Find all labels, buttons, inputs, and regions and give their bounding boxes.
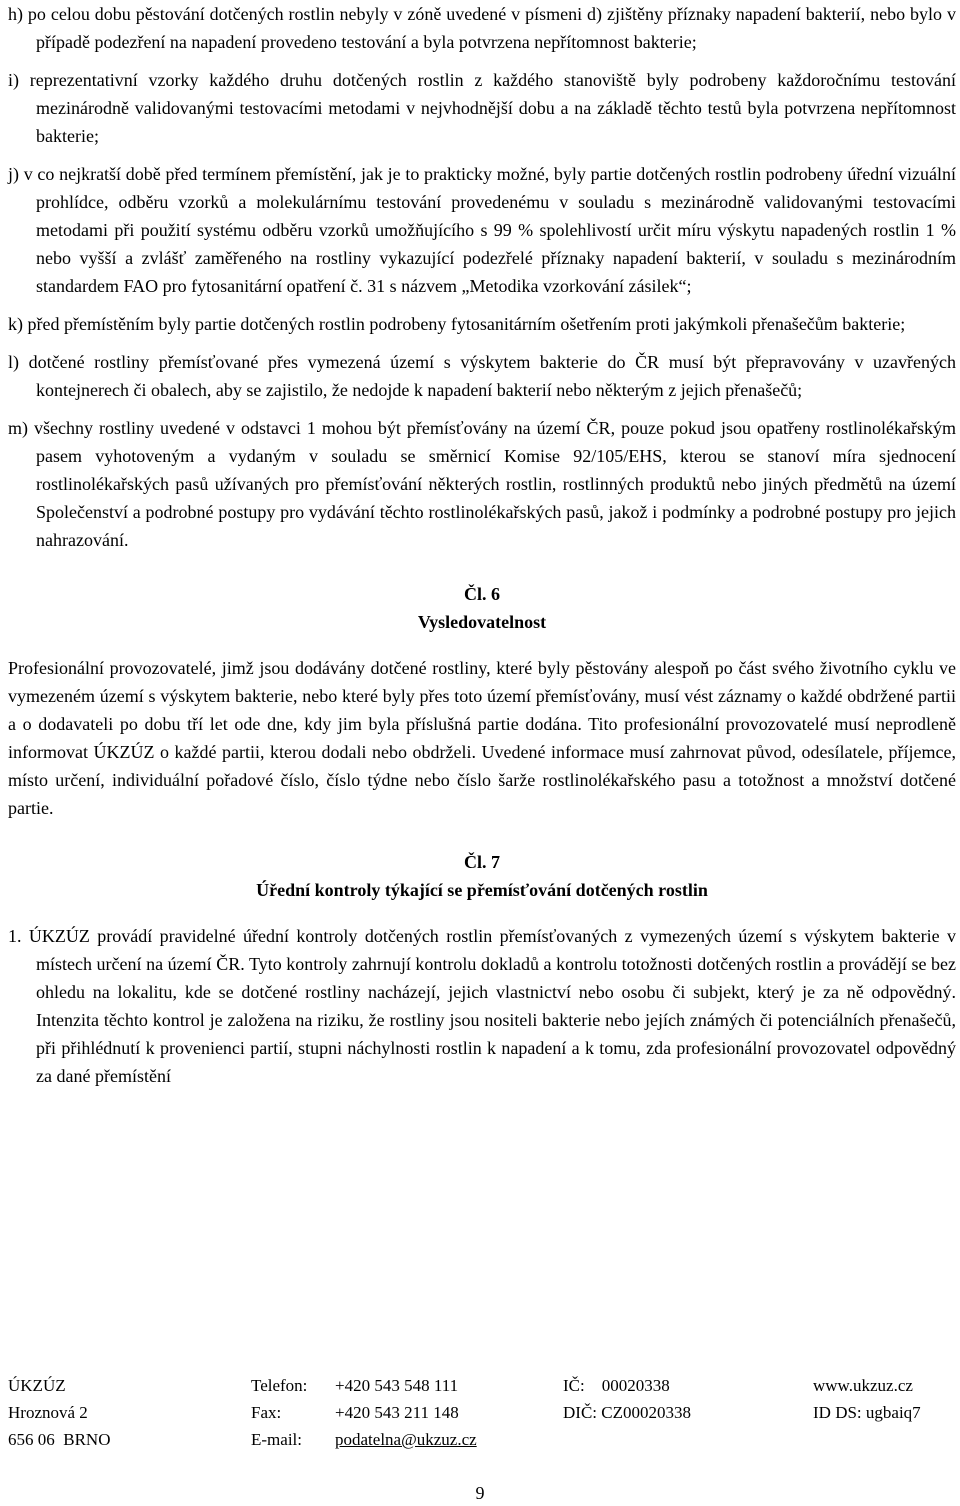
list-item-h: h) po celou dobu pěstování dotčených rostlin nebyly v zóně uvedené v písmeni d) zjištěny příznaky napadení bakterií, nebo bylo v případě podezření na napadení provedeno testování a byla potvrzena nepřítomnost bakterie; [8, 4, 956, 52]
email-link[interactable]: podatelna@ukzuz.cz [335, 1430, 477, 1449]
list-item-j: j) v co nejkratší době před termínem přemístění, jak je to prakticky možné, byly partie dotčených rostlin podrobeny úřední vizuální prohlídce, odběru vzorků a molekulárnímu testování provedenému v souladu s mezinárodně validovanými testovacími metodami při použití systému odběru vzorků umožňujícího s 99 % spolehlivostí určit míru výskytu napadených rostlin 1 % nebo vyšší a zvlášť zaměřeného na rostliny vykazující podezřelé příznaky napadení bakterií, v souladu s mezinárodním standardem FAO pro fytosanitární opatření č. 31 s názvem „Metodika vzorkování zásilek“; [8, 164, 956, 296]
fax-number: +420 543 211 148 [335, 1403, 459, 1422]
article-6-body: Profesionální provozovatelé, jimž jsou dodávány dotčené rostliny, které byly pěstovány alespoň po část svého životního cyklu ve vymezeném území s výskytem bakterie, nebo které byly přes toto území přemísťovány, musí vést záznamy o každé obdržené partii a o dodavateli po dobu tří let ode dne, kdy jim byla příslušná partie dodána. Tito profesionální provozovatelé musí neprodleně informovat ÚKZÚZ o každé partii, kterou dodali nebo obdrželi. Uvedené informace musí zahrnovat původ, odesílatele, příjemce, místo určení, individuální pořadové číslo, číslo týdne nebo číslo šarže rostlinolékařského pasu a totožnost a množství dotčené partie. [8, 658, 956, 818]
phone-label: Telefon: [251, 1376, 308, 1395]
phone-number: +420 543 548 111 [335, 1376, 459, 1395]
list-item-i: i) reprezentativní vzorky každého druhu dotčených rostlin z každého stanoviště byly podrobeny každoročnímu testování mezinárodně validovanými testovacími metodami v nejvhodnější dobu a na základě těchto testů byla potvrzena nepřítomnost bakterie; [8, 70, 956, 146]
list-item-k: k) před přemístěním byly partie dotčených rostlin podrobeny fytosanitárním ošetřením proti jakýmkoli přenašečům bakterie; [8, 314, 906, 334]
document-page [8, 0, 956, 1090]
fax-label: Fax: [251, 1403, 282, 1422]
list-item-l: l) dotčené rostliny přemísťované přes vymezená území s výskytem bakterie do ČR musí být přepravovány v uzavřených kontejnerech či obalech, aby se zajistilo, že nedojde k napadení bakterií nebo některým z jejich přenašečů; [8, 352, 956, 400]
letterhead-footer [8, 1372, 956, 1453]
footer-city: 656 06 BRNO [8, 1430, 111, 1449]
footer-ds: ID DS: ugbaiq7 [813, 1403, 921, 1422]
footer-street: Hroznová 2 [8, 1403, 88, 1422]
footer-ic: IČ: 00020338 [563, 1376, 670, 1395]
article-6-number: Čl. 6 [464, 584, 500, 604]
page-number: 9 [475, 1483, 485, 1503]
footer-dic: DIČ: CZ00020338 [563, 1403, 691, 1422]
article-7-body: 1. ÚKZÚZ provádí pravidelné úřední kontroly dotčených rostlin přemísťovaných z vymezených území s výskytem bakterie v místech určení na území ČR. Tyto kontroly zahrnují kontrolu dokladů a kontrolu totožnosti dotčených rostlin a provádějí se bez ohledu na lokalitu, kde se dotčené rostliny nacházejí, jejich vlastnictví nebo osobu či subjekt, který je za ně odpovědný. Intenzita těchto kontrol je založena na riziku, že rostliny jsou nositeli bakterie nebo jejích známých či potenciálních přenašečů, při přihlédnutí k provenienci partií, stupni náchylnosti rostlin k napadení a k tomu, zda profesionální provozovatel odpovědný za dané přemístění [8, 926, 956, 1086]
footer-web: www.ukzuz.cz [813, 1376, 913, 1395]
list-item-m: m) všechny rostliny uvedené v odstavci 1 mohou být přemísťovány na území ČR, pouze pokud jsou opatřeny rostlinolékařským pasem vyhotoveným a vydaným v souladu se směrnicí Komise 92/105/EHS, kterou se stanoví míra sjednocení rostlinolékařských pasů užívaných pro přemísťování některých rostlin, rostlinných produktů nebo jiných předmětů na území Společenství a podrobné postupy pro vydávání těchto rostlinolékařských pasů, jakož i podmínky a podrobné postupy pro jejich nahrazování. [8, 418, 956, 550]
article-7-title: Úřední kontroly týkající se přemísťování dotčených rostlin [256, 880, 708, 900]
footer-org: ÚKZÚZ [8, 1376, 66, 1395]
article-6-title: Vysledovatelnost [417, 612, 547, 632]
article-7-number: Čl. 7 [464, 852, 500, 872]
email-label: E-mail: [251, 1430, 302, 1449]
